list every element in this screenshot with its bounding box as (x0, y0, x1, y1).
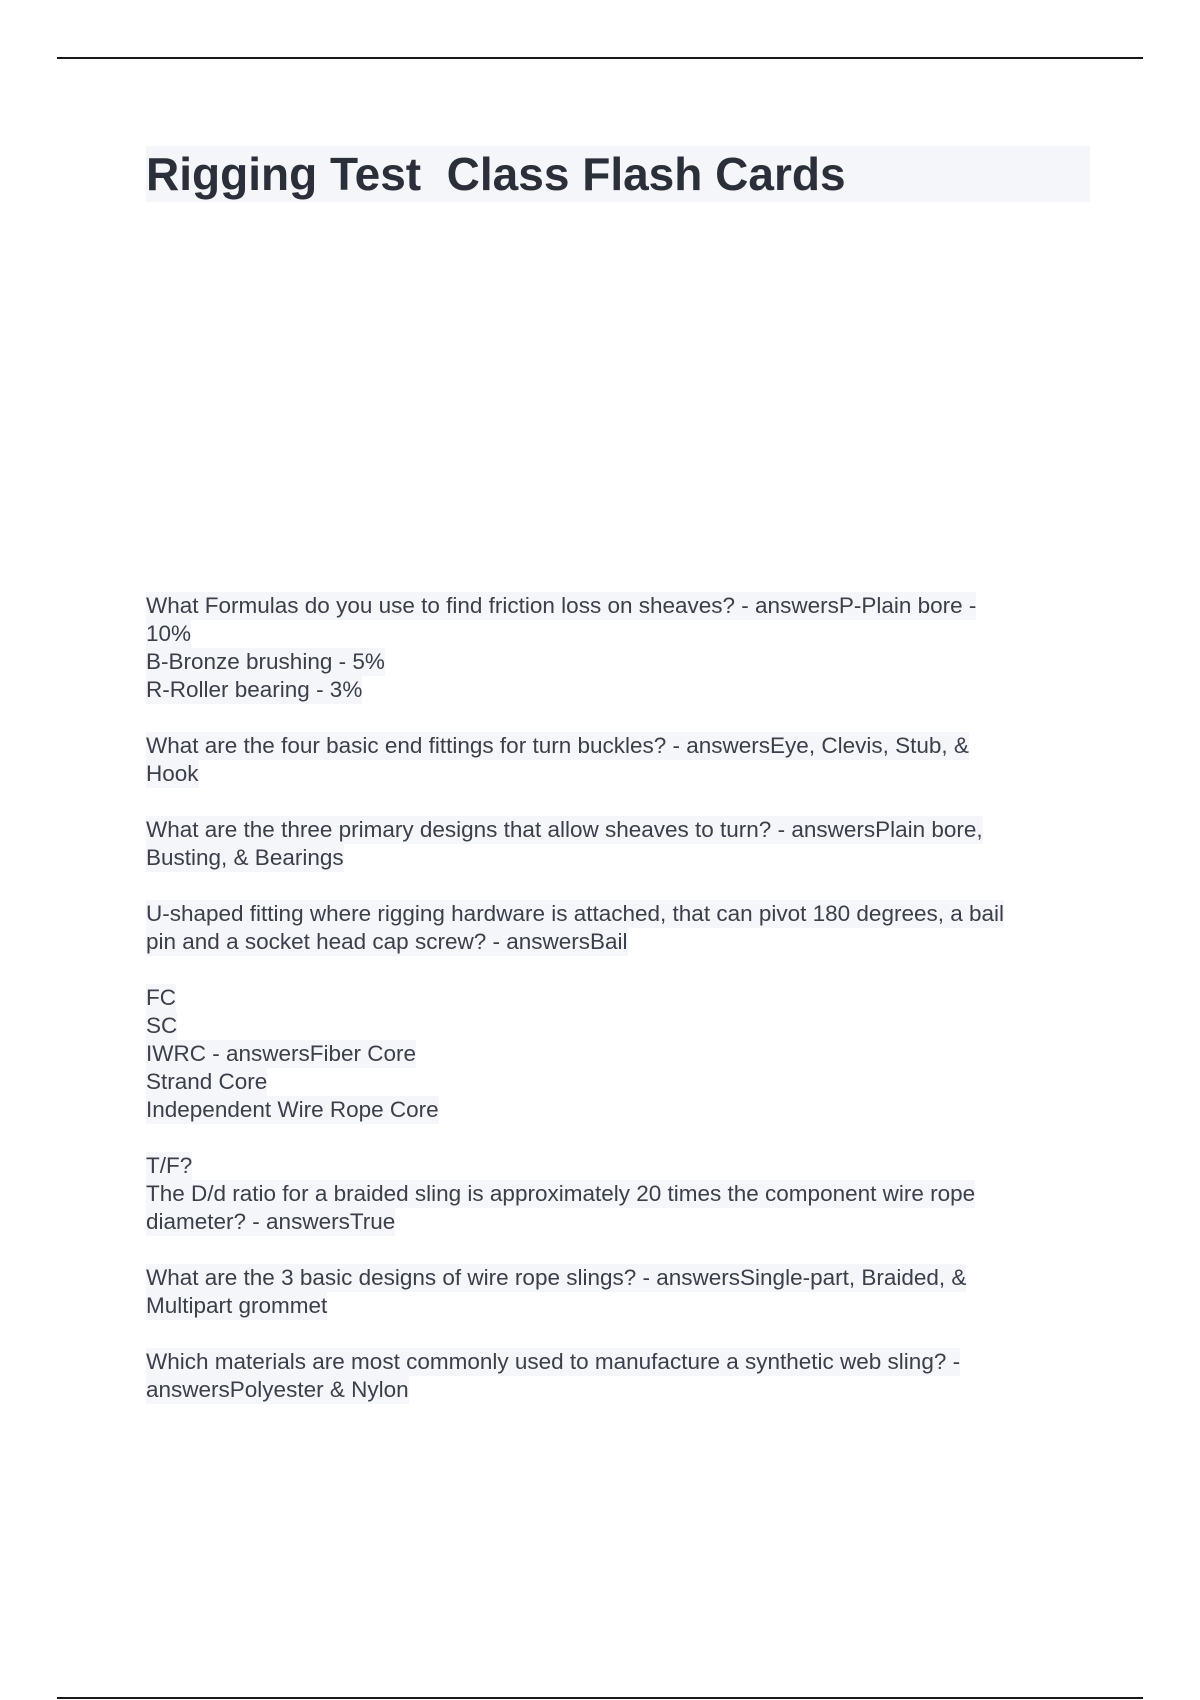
card-line: Busting, & Bearings (146, 845, 344, 870)
card-line: SC (146, 1013, 178, 1038)
card-line: Hook (146, 761, 199, 786)
card-line: What Formulas do you use to find friction loss on sheaves? - answersP-Plain bore - (146, 593, 977, 618)
card-line: Which materials are most commonly used to manufacture a synthetic web sling? - (146, 1349, 961, 1374)
card-line: 10% (146, 621, 192, 646)
flash-card (146, 816, 1086, 872)
card-line: Multipart grommet (146, 1293, 328, 1318)
title-block (146, 146, 1090, 202)
card-line: Independent Wire Rope Core (146, 1097, 439, 1122)
card-line: FC (146, 985, 176, 1010)
card-line: What are the 3 basic designs of wire rope slings? - answersSingle-part, Braided, & (146, 1265, 967, 1290)
card-line: answersPolyester & Nylon (146, 1377, 409, 1402)
card-line: pin and a socket head cap screw? - answersBail (146, 929, 628, 954)
flash-card (146, 900, 1086, 956)
flash-card (146, 984, 1086, 1124)
card-line: R-Roller bearing - 3% (146, 677, 363, 702)
flash-card-list (146, 592, 1086, 1432)
bottom-rule (57, 1697, 1143, 1699)
card-line: Strand Core (146, 1069, 268, 1094)
card-line: What are the four basic end fittings for turn buckles? - answersEye, Clevis, Stub, & (146, 733, 969, 758)
card-line: B-Bronze brushing - 5% (146, 649, 385, 674)
card-line: U-shaped fitting where rigging hardware is attached, that can pivot 180 degrees, a bail (146, 901, 1005, 926)
flash-card (146, 1264, 1086, 1320)
card-line: diameter? - answersTrue (146, 1209, 396, 1234)
flash-card (146, 1152, 1086, 1236)
flash-card (146, 732, 1086, 788)
flash-card (146, 1348, 1086, 1404)
card-line: What are the three primary designs that allow sheaves to turn? - answersPlain bore, (146, 817, 983, 842)
top-rule (57, 57, 1143, 59)
card-line: The D/d ratio for a braided sling is approximately 20 times the component wire rope (146, 1181, 976, 1206)
flash-card (146, 592, 1086, 704)
card-line: T/F? (146, 1153, 193, 1178)
page-title: Rigging Test Class Flash Cards (146, 148, 846, 200)
card-line: IWRC - answersFiber Core (146, 1041, 417, 1066)
